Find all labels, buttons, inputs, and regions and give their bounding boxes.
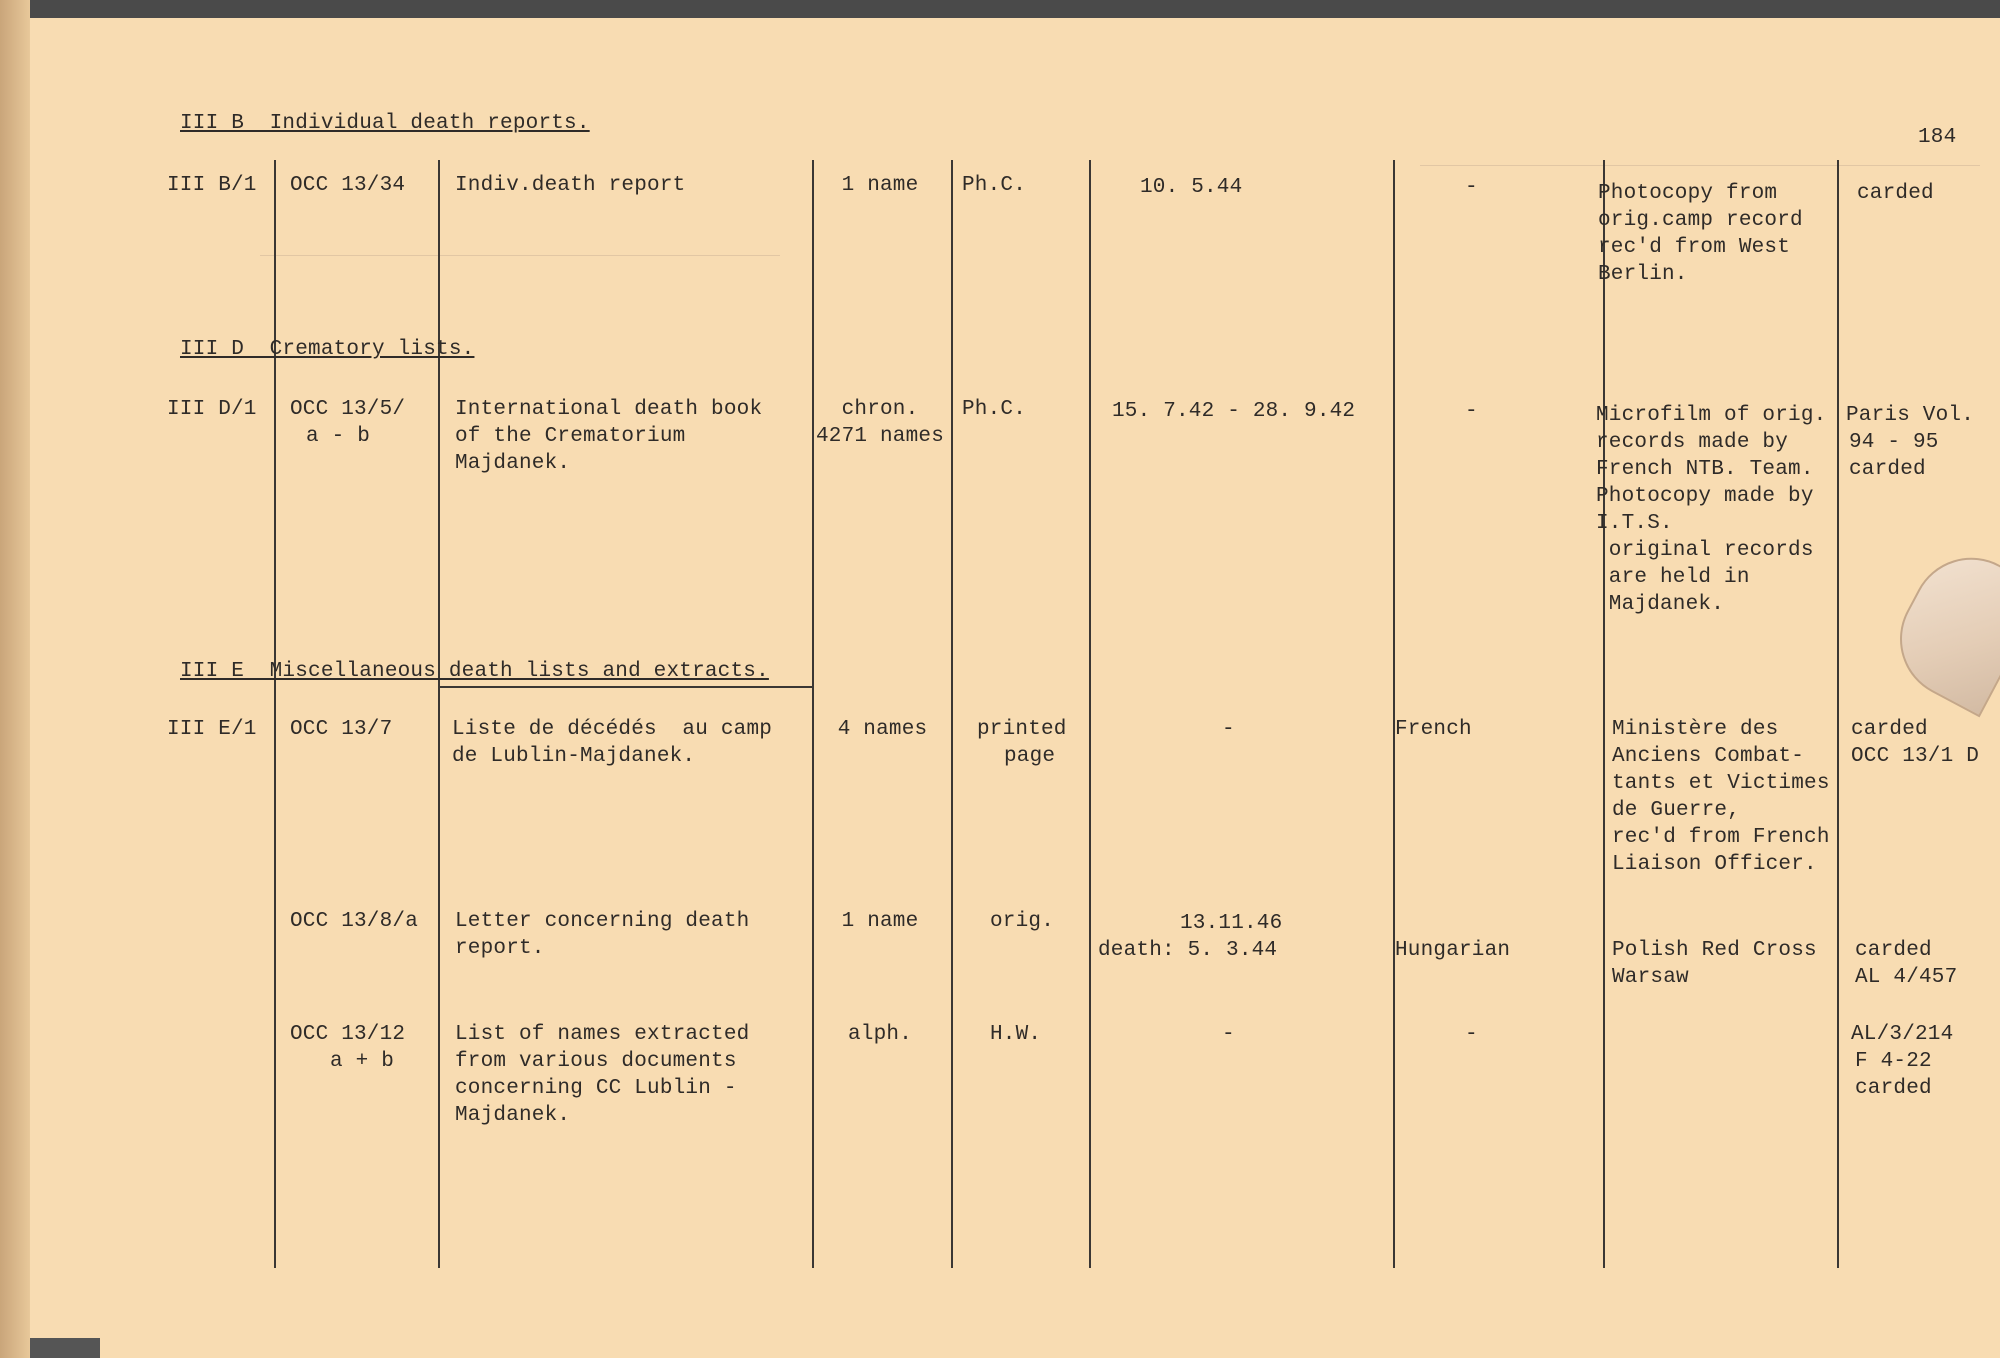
row-source: Warsaw — [1612, 966, 1689, 989]
row-ref: III D/1 — [167, 398, 257, 421]
row-description: Letter concerning death — [455, 910, 750, 933]
row-description: International death book — [455, 398, 763, 421]
row-source: Anciens Combat- — [1612, 745, 1805, 768]
row-remarks: AL 4/457 — [1855, 966, 1958, 989]
row-language: - — [1465, 400, 1478, 423]
row-source: de Guerre, — [1612, 799, 1741, 822]
row-source: orig.camp record — [1598, 209, 1803, 232]
row-description: report. — [455, 937, 545, 960]
column-rule — [1603, 160, 1605, 1268]
section-heading-iii-b: III B Individual death reports. — [180, 112, 590, 135]
row-form: orig. — [990, 910, 1055, 933]
row-source: tants et Victimes — [1612, 772, 1830, 795]
scan-bottom-shadow — [30, 1338, 100, 1358]
row-signature: OCC 13/12 — [290, 1023, 406, 1046]
row-source: French NTB. Team. — [1596, 458, 1814, 481]
paper-clip — [1879, 537, 2000, 718]
row-extent: 1 name — [841, 910, 919, 933]
row-dates: - — [1222, 1023, 1235, 1046]
row-source: Berlin. — [1598, 263, 1688, 286]
row-language: Hungarian — [1395, 939, 1511, 962]
scan-top-edge — [0, 0, 2000, 18]
row-dates: 13.11.46 — [1180, 912, 1283, 935]
row-source: Photocopy made by — [1596, 485, 1814, 508]
row-description: List of names extracted — [455, 1023, 750, 1046]
row-source: rec'd from French — [1612, 826, 1830, 849]
row-signature: OCC 13/34 — [290, 174, 406, 197]
row-remarks: Paris Vol. — [1846, 404, 1975, 427]
row-extent: chron. — [841, 398, 919, 421]
page-number: 184 — [1918, 126, 1957, 149]
row-remarks: 94 - 95 — [1849, 431, 1939, 454]
binding-edge — [0, 0, 30, 1358]
row-dates: death: 5. 3.44 — [1098, 939, 1278, 962]
row-language: - — [1465, 1023, 1478, 1046]
row-source: I.T.S. — [1596, 512, 1673, 535]
row-source: rec'd from West — [1598, 236, 1791, 259]
row-extent: 1 name — [841, 174, 919, 197]
row-signature: OCC 13/5/ — [290, 398, 406, 421]
column-rule — [274, 160, 276, 1268]
row-form: page — [1004, 745, 1056, 768]
row-source: original records — [1596, 539, 1814, 562]
row-form: Ph.C. — [962, 398, 1027, 421]
row-remarks: carded — [1855, 1077, 1932, 1100]
row-dates: 10. 5.44 — [1140, 176, 1243, 199]
row-remarks: carded — [1855, 939, 1932, 962]
row-extent: 4 names — [837, 718, 928, 741]
column-rule — [438, 160, 440, 1268]
row-description: Majdanek. — [455, 1104, 571, 1127]
section-heading-iii-e: III E Miscellaneous death lists and extracts. — [180, 660, 769, 683]
row-remarks: carded — [1857, 182, 1934, 205]
row-description: from various documents — [455, 1050, 737, 1073]
row-description: concerning CC Lublin - — [455, 1077, 737, 1100]
row-remarks: AL/3/214 — [1851, 1023, 1954, 1046]
row-description: Liste de décédés au camp — [452, 718, 773, 741]
row-dates: 15. 7.42 - 28. 9.42 — [1112, 400, 1356, 423]
row-signature-sub: a + b — [330, 1050, 395, 1073]
bleed-line — [260, 255, 780, 256]
row-language: - — [1465, 176, 1478, 199]
row-form: H.W. — [990, 1023, 1042, 1046]
bleed-line — [1420, 165, 1980, 166]
row-signature: OCC 13/8/a — [290, 910, 419, 933]
column-rule — [951, 160, 953, 1268]
row-rule — [438, 686, 812, 688]
row-description: Majdanek. — [455, 452, 571, 475]
row-source: Polish Red Cross — [1612, 939, 1817, 962]
row-dates: - — [1222, 718, 1235, 741]
section-heading-iii-d: III D Crematory lists. — [180, 338, 475, 361]
row-remarks: OCC 13/1 D — [1851, 745, 1980, 768]
row-ref: III E/1 — [167, 718, 257, 741]
row-source: Majdanek. — [1596, 593, 1725, 616]
row-description: Indiv.death report — [455, 174, 686, 197]
column-rule — [1089, 160, 1091, 1268]
row-extent: alph. — [847, 1023, 912, 1046]
row-description: de Lublin-Majdanek. — [452, 745, 696, 768]
row-source: Microfilm of orig. — [1596, 404, 1827, 427]
row-form: Ph.C. — [962, 174, 1027, 197]
column-rule — [812, 160, 814, 1268]
row-source: Liaison Officer. — [1612, 853, 1817, 876]
row-form: printed — [977, 718, 1067, 741]
column-rule — [1393, 160, 1395, 1268]
column-rule — [1837, 160, 1839, 1268]
row-language: French — [1395, 718, 1472, 741]
row-source: Photocopy from — [1598, 182, 1778, 205]
row-remarks: F 4-22 — [1855, 1050, 1932, 1073]
row-signature: OCC 13/7 — [290, 718, 393, 741]
row-source: records made by — [1596, 431, 1789, 454]
row-signature-sub: a - b — [306, 425, 371, 448]
row-ref: III B/1 — [167, 174, 257, 197]
row-remarks: carded — [1851, 718, 1928, 741]
row-extent: 4271 names — [815, 425, 945, 448]
row-source: are held in — [1596, 566, 1750, 589]
row-description: of the Crematorium — [455, 425, 686, 448]
row-source: Ministère des — [1612, 718, 1779, 741]
row-remarks: carded — [1849, 458, 1926, 481]
